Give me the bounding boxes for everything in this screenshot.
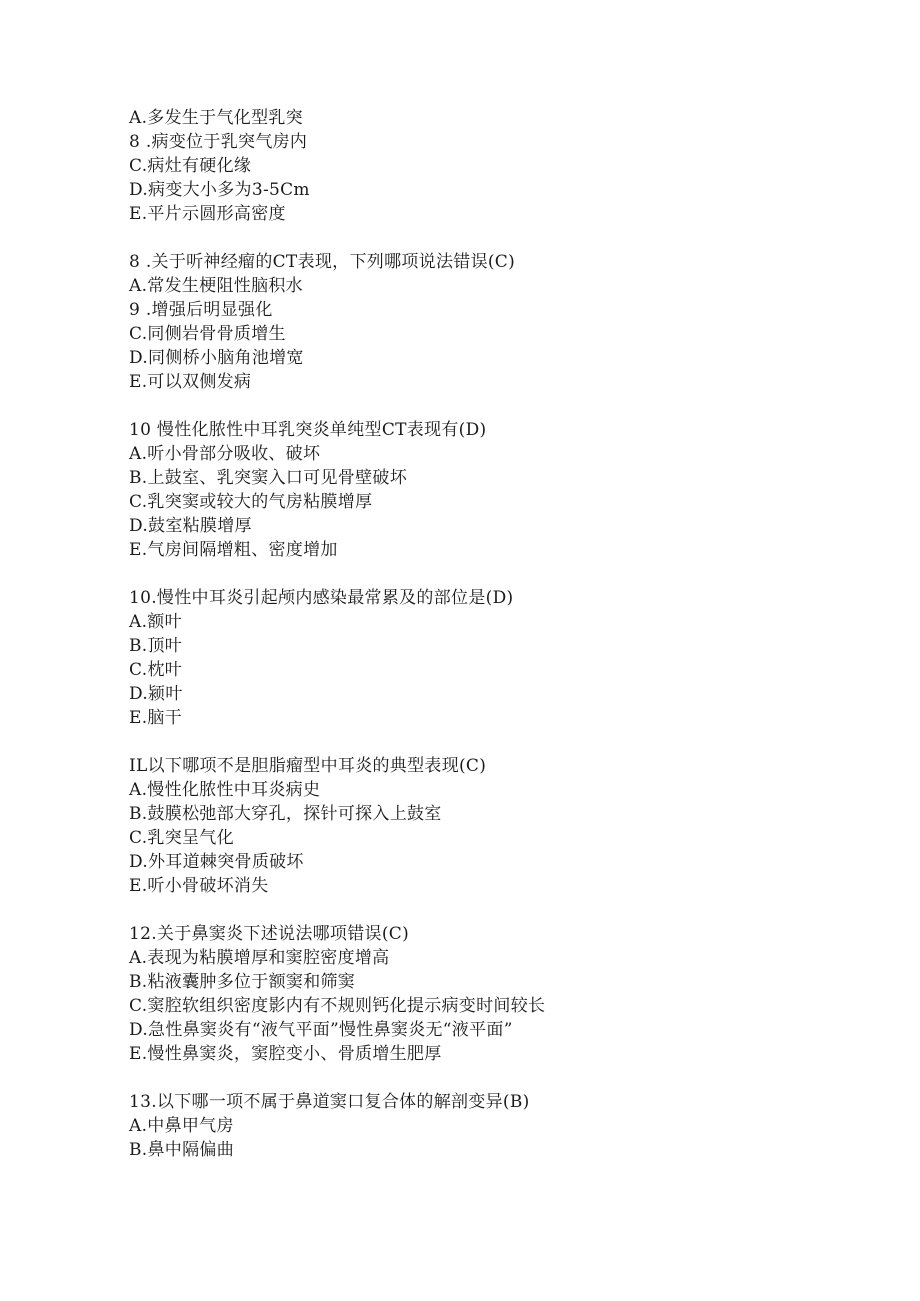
option-line: D.病变大小多为3-5Cm	[129, 180, 310, 200]
option-line: D.颍叶	[129, 684, 183, 704]
question-line: 8 .关于听神经瘤的CT表现，下列哪项说法错误(C)	[129, 252, 516, 272]
option-line: C.乳突窦或较大的气房粘膜增厚	[129, 492, 373, 512]
question-line: 10 慢性化脓性中耳乳突炎单纯型CT表现有(D)	[129, 420, 487, 440]
option-line: D.外耳道棘突骨质破坏	[129, 852, 304, 872]
question-line: 12.关于鼻窦炎下述说法哪项错误(C)	[129, 924, 410, 944]
question-block	[129, 1090, 889, 1162]
option-line: B.粘液囊肿多位于额窦和筛窦	[129, 972, 356, 992]
question-block	[129, 922, 889, 1066]
option-line: A.表现为粘膜增厚和窦腔密度增高	[129, 948, 390, 968]
option-line: B.鼓膜松弛部大穿孔，探针可探入上鼓室	[129, 804, 442, 824]
option-line: B.顶叶	[129, 636, 183, 656]
option-line: E.听小骨破坏消失	[129, 876, 269, 896]
option-line: C.窦腔软组织密度影内有不规则钙化提示病变时间较长	[129, 996, 546, 1016]
option-line: 9 .增强后明显强化	[129, 300, 273, 320]
option-line: E.慢性鼻窦炎，窦腔变小、骨质增生肥厚	[129, 1044, 442, 1064]
option-line: A.常发生梗阻性脑积水	[129, 276, 303, 296]
option-line: A.听小骨部分吸收、破坏	[129, 444, 321, 464]
option-line: B.上鼓室、乳突窦入口可见骨壁破坏	[129, 468, 407, 488]
option-line: C.乳突呈气化	[129, 828, 234, 848]
question-line: 13.以下哪一项不属于鼻道窦口复合体的解剖变异(B)	[129, 1092, 530, 1112]
question-block	[129, 250, 889, 394]
option-line: A.多发生于气化型乳突	[129, 108, 303, 128]
question-block	[129, 106, 889, 226]
question-block	[129, 418, 889, 562]
option-line: A.额叶	[129, 612, 182, 632]
option-line: E.平片示圆形高密度	[129, 204, 286, 224]
option-line: D.同侧桥小脑角池增宽	[129, 348, 304, 368]
question-line: 10.慢性中耳炎引起颅内感染最常累及的部位是(D)	[129, 588, 514, 608]
option-line: 8 .病变位于乳突气房内	[129, 132, 308, 152]
question-line: IL以下哪项不是胆脂瘤型中耳炎的典型表现(C)	[129, 756, 487, 776]
option-line: B.鼻中隔偏曲	[129, 1140, 234, 1160]
option-line: E.可以双侧发病	[129, 372, 252, 392]
option-line: E.脑干	[129, 708, 183, 728]
option-line: A.中鼻甲气房	[129, 1116, 234, 1136]
option-line: E.气房间隔增粗、密度增加	[129, 540, 338, 560]
question-block	[129, 754, 889, 898]
option-line: D.急性鼻窦炎有“液气平面”慢性鼻窦炎无“液平面”	[129, 1020, 513, 1040]
option-line: D.鼓室粘膜增厚	[129, 516, 252, 536]
question-block	[129, 586, 889, 730]
option-line: A.慢性化脓性中耳炎病史	[129, 780, 321, 800]
option-line: C.枕叶	[129, 660, 183, 680]
option-line: C.病灶有硬化缘	[129, 156, 252, 176]
document-page	[129, 106, 889, 1186]
option-line: C.同侧岩骨骨质增生	[129, 324, 286, 344]
